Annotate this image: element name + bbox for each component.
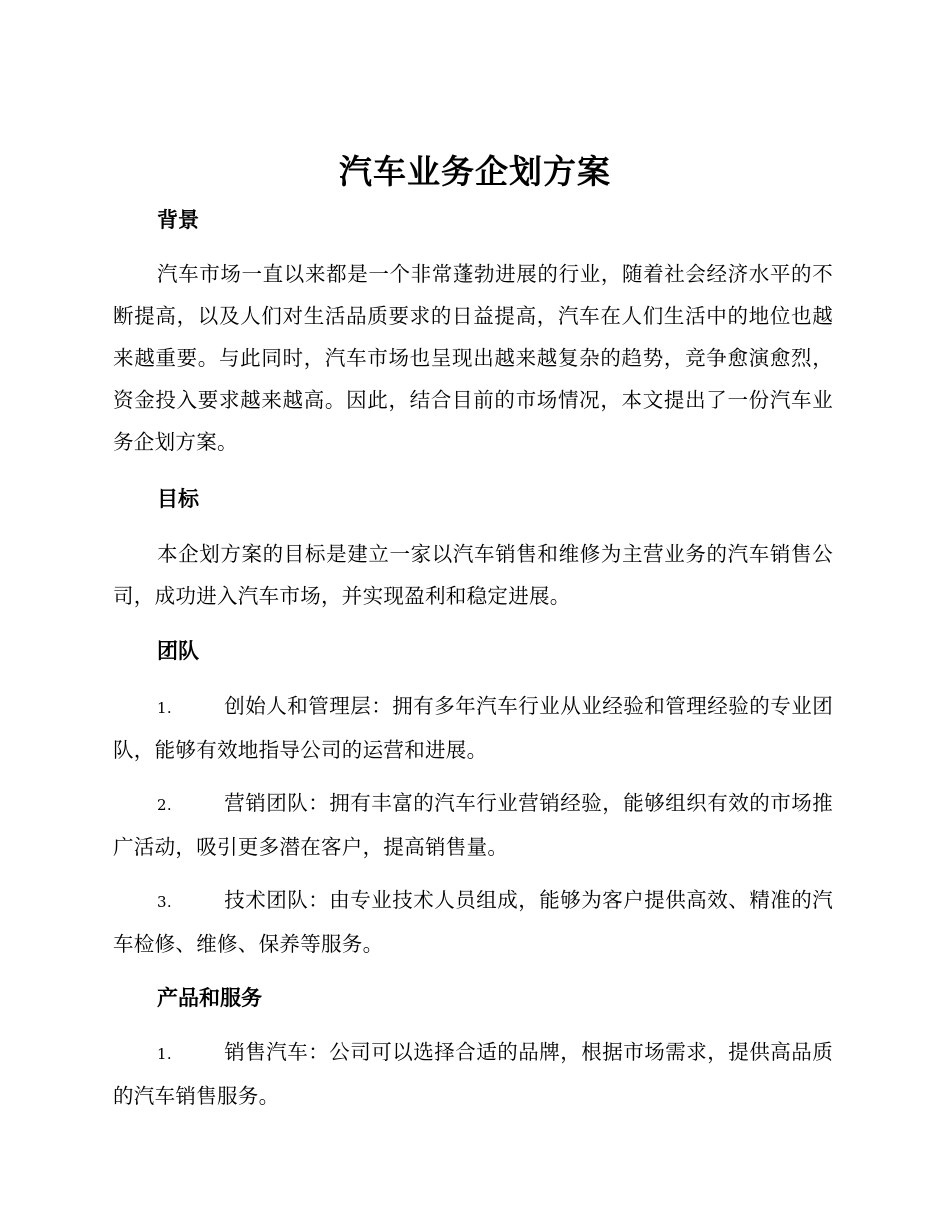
goal-paragraph: 本企划方案的目标是建立一家以汽车销售和维修为主营业务的汽车销售公司，成功进入汽车市场，并实现盈利和稳定进展。 (113, 542, 833, 608)
list-item-number: 1. (157, 1045, 172, 1063)
section-heading-products: 产品和服务 (157, 986, 262, 1010)
background-paragraph: 汽车市场一直以来都是一个非常蓬勃进展的行业，随着社会经济水平的不断提高，以及人们对生活品质要求的日益提高，汽车在人们生活中的地位也越来越重要。与此同时，汽车市场也呈现出越来越复杂的趋势，竞争愈演愈烈，资金投入要求越来越高。因此，结合目前的市场情况，本文提出了一份汽车业务企划方案。 (113, 262, 833, 454)
list-item-number: 1. (157, 699, 172, 717)
list-item-text: 营销团队：拥有丰富的汽车行业营销经验，能够组织有效的市场推广活动，吸引更多潜在客户，提高销售量。 (113, 791, 833, 859)
list-item-number: 3. (157, 893, 172, 911)
section-heading-team: 团队 (157, 639, 199, 663)
section-heading-goal: 目标 (157, 487, 199, 511)
list-item (113, 1031, 833, 1117)
list-item-text: 销售汽车：公司可以选择合适的品牌，根据市场需求，提供高品质的汽车销售服务。 (113, 1040, 833, 1108)
list-item (113, 782, 833, 868)
list-item-text: 创始人和管理层：拥有多年汽车行业从业经验和管理经验的专业团队，能够有效地指导公司的运营和进展。 (113, 694, 833, 762)
list-item-number: 2. (157, 796, 172, 814)
section-heading-background: 背景 (157, 208, 199, 232)
list-item (113, 685, 833, 771)
list-item-text: 技术团队：由专业技术人员组成，能够为客户提供高效、精准的汽车检修、维修、保养等服务。 (113, 888, 833, 956)
list-item (113, 879, 833, 965)
document-title: 汽车业务企划方案 (339, 152, 611, 191)
